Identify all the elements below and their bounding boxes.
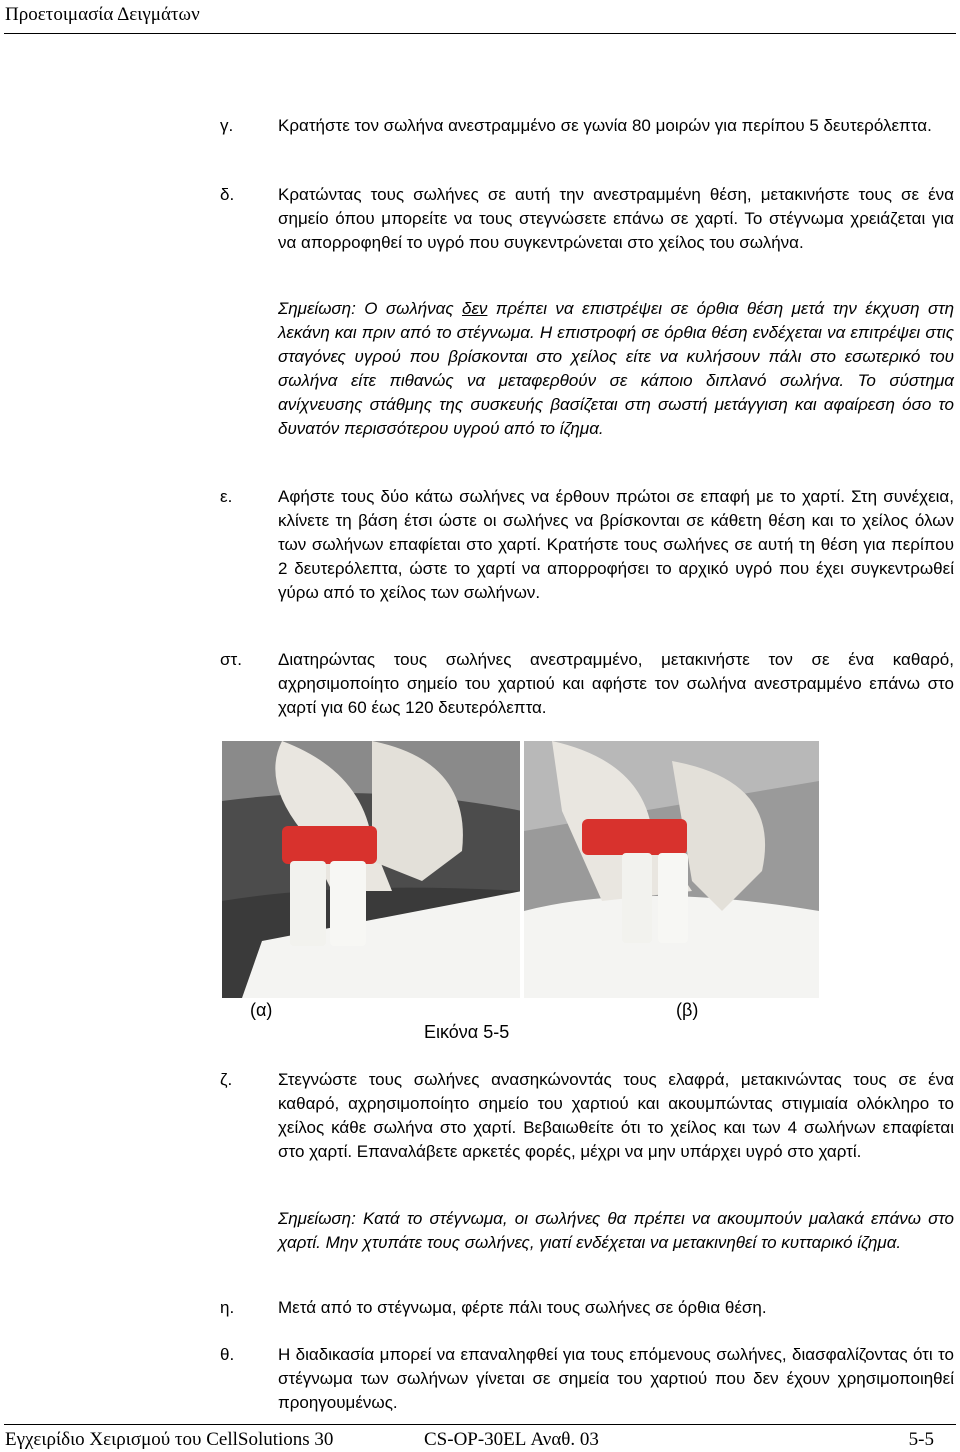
footer-divider — [4, 1424, 956, 1425]
footer-doc-code: CS-OP-30EL Αναθ. 03 — [424, 1429, 599, 1450]
figure-label-b: (β) — [676, 1000, 699, 1020]
figure-label-a: (α) — [250, 1000, 273, 1020]
footer-page-number: 5-5 — [908, 1429, 934, 1450]
step-label: στ. — [220, 650, 242, 669]
note-text-post: πρέπει να επιστρέψει σε όρθια θέση μετά την έκχυση στη λεκάνη και πριν από το στέγνωμα. Η επιστροφή σε όρθια θέση ενδέχεται να επιτρέψει στις σταγόνες υγρού που βρίσκονται στο χείλος είτε να κυλήσουν πάλι στο εσωτερικό του σωλήνα είτε πιθανώς να μεταφερθούν σε κάποιο διπλανό σωλήνα. Το σύστημα ανίχνευσης στάθμης της συσκευής βασίζεται στη σωστή μετάγγιση και αφαίρεση όσο το δυνατόν περισσότερου υγρού από το ίζημα. — [278, 299, 955, 438]
step-text: Στεγνώστε τους σωλήνες ανασηκώνοντάς τους ελαφρά, μετακινώντας τους σε ένα καθαρό, αχρησιμοποίητο σημείο του χαρτιού και ακουμπώντας στιγμιαία ολόκληρο το χείλος κάθε σωλήνα στο χαρτί. Βεβαιωθείτε ότι το χείλος και των 4 σωλήνων επαφίεται στο χαρτί. Επαναλάβετε αρκετές φορές, μέχρι να μην υπάρχει υγρό στο χαρτί. — [278, 1070, 954, 1161]
step-label: δ. — [220, 185, 235, 204]
footer-manual-title: Εγχειρίδιο Χειρισμού του CellSolutions 30 — [5, 1429, 334, 1450]
step-label: ε. — [220, 487, 233, 506]
note-emphasis: δεν — [462, 299, 488, 318]
header-divider — [4, 33, 956, 34]
page-header-title: Προετοιμασία Δειγμάτων — [5, 4, 200, 25]
step-label: γ. — [220, 116, 234, 135]
figure-caption: Εικόνα 5-5 — [424, 1022, 510, 1042]
note-drying: Σημείωση: Κατά το στέγνωμα, οι σωλήνες θα πρέπει να ακουμπούν μαλακά επάνω στο χαρτί. Μην χτυπάτε τους σωλήνες, γιατί ενδέχεται να μετακινηθεί το κυτταρικό ίζημα. — [278, 1209, 954, 1252]
step-label: θ. — [220, 1345, 235, 1364]
step-text: Αφήστε τους δύο κάτω σωλήνες να έρθουν πρώτοι σε επαφή με το χαρτί. Στη συνέχεια, κλίνετε τη βάση έτσι ώστε οι σωλήνες να βρίσκονται σε κάθετη θέση και το χείλος όλων των σωλήνων επαφίεται στο χαρτί. Κρατήστε τους σωλήνες σε αυτή τη θέση για περίπου 2 δευτερόλεπτα, ώστε το χαρτί να απορροφήσει το αρχικό υγρό που έχει συγκεντρωθεί γύρω από το χείλος των σωλήνων. — [278, 487, 954, 602]
note-no-upright — [278, 297, 954, 441]
step-label: η. — [220, 1298, 235, 1317]
step-text: Κρατώντας τους σωλήνες σε αυτή την ανεστραμμένη θέση, μετακινήστε τους σε ένα σημείο όπου μπορείτε να τους στεγνώσετε επάνω σε χαρτί. Το στέγνωμα χρειάζεται για να απορροφηθεί το υγρό που συγκεντρώνεται στο χείλος του σωλήνα. — [278, 185, 954, 252]
step-label: ζ. — [220, 1070, 233, 1089]
figure-photo — [222, 741, 819, 998]
step-text: Η διαδικασία μπορεί να επαναληφθεί για τους επόμενους σωλήνες, διασφαλίζοντας ότι το στέγνωμα των σωλήνων γίνεται σε σημεία του χαρτιού που δεν έχουν χρησιμοποιηθεί προηγουμένως. — [278, 1345, 954, 1412]
step-text: Κρατήστε τον σωλήνα ανεστραμμένο σε γωνία 80 μοιρών για περίπου 5 δευτερόλεπτα. — [278, 116, 932, 135]
step-text: Διατηρώντας τους σωλήνες ανεστραμμένο, μετακινήστε τον σε ένα καθαρό, αχρησιμοποίητο σημείο του χαρτιού και αφήστε τον σωλήνα ανεστραμμένο επάνω στο χαρτί για 60 έως 120 δευτερόλεπτα. — [278, 650, 954, 717]
step-text: Μετά από το στέγνωμα, φέρτε πάλι τους σωλήνες σε όρθια θέση. — [278, 1298, 767, 1317]
note-text-pre: Σημείωση: Ο σωλήνας — [278, 299, 462, 318]
